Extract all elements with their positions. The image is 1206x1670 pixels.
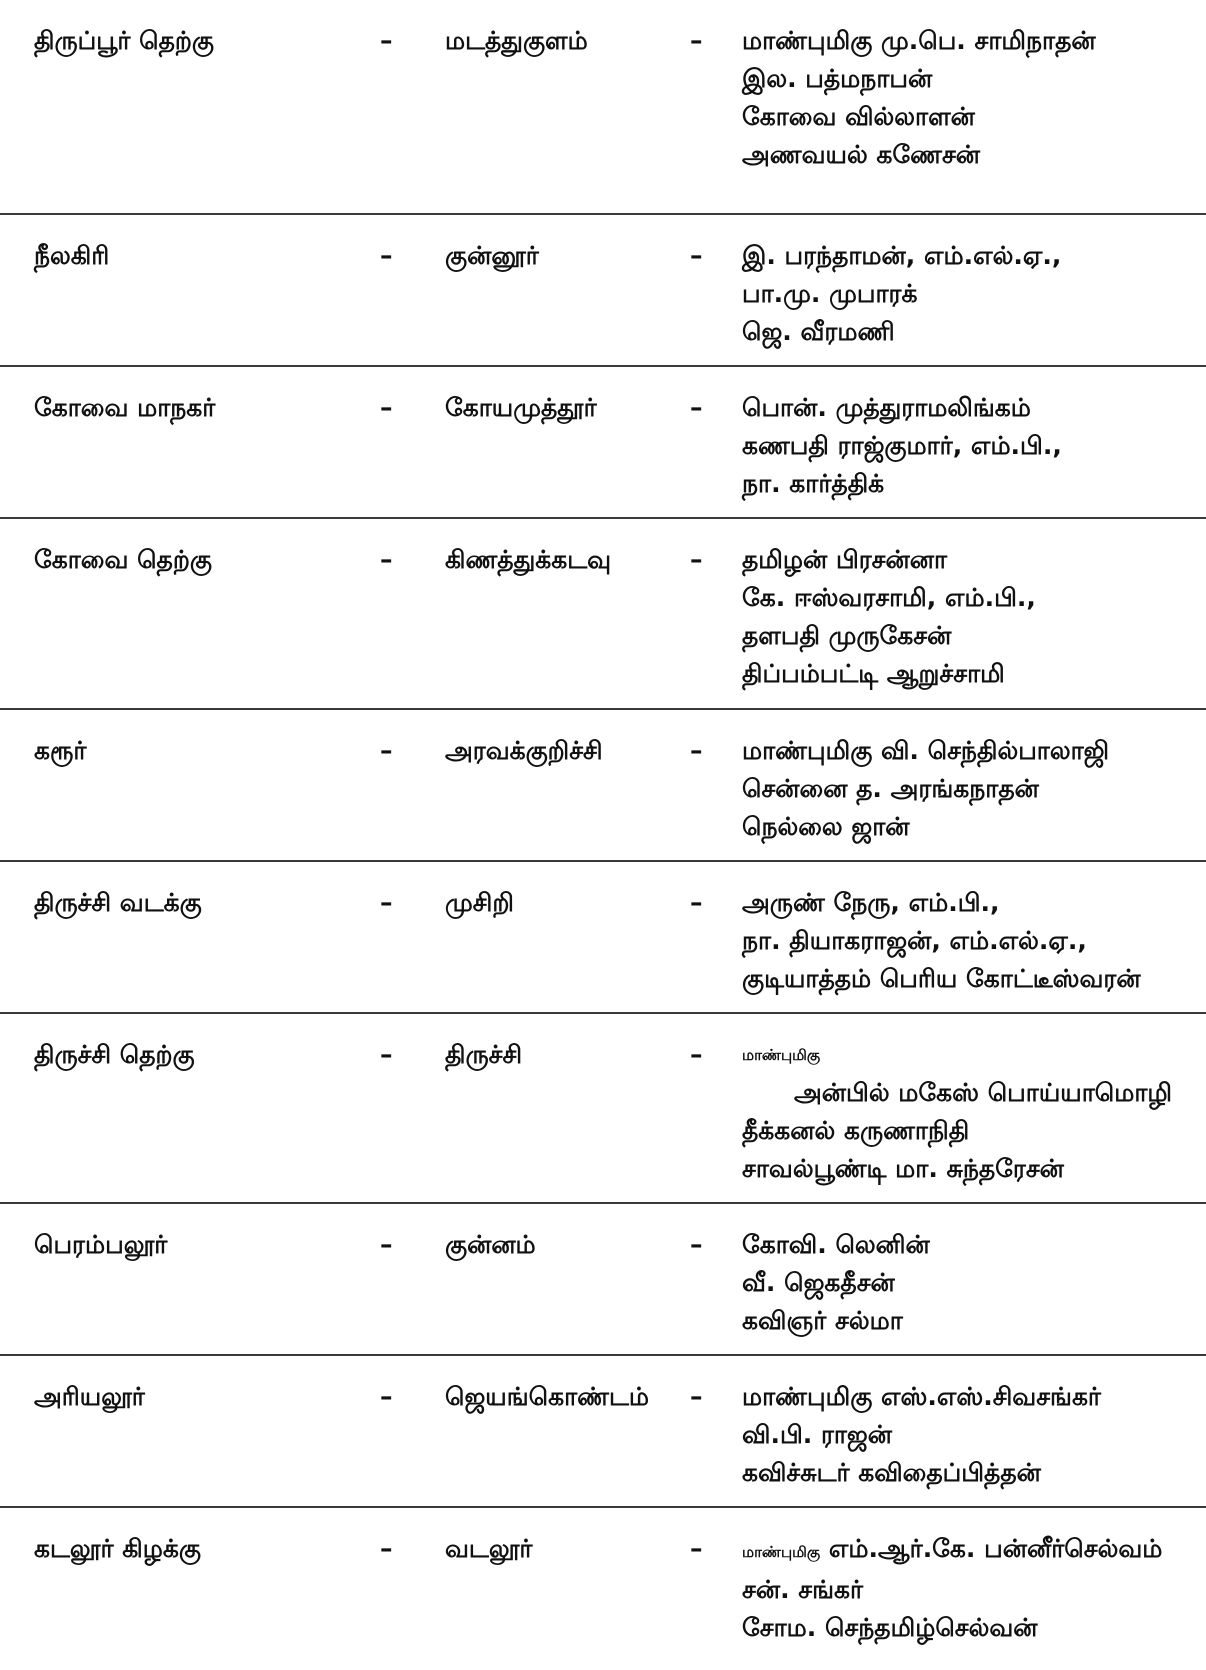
name-list (742, 541, 1036, 693)
name-list (742, 884, 1141, 998)
name-entry: மாண்புமிகு மு.பெ. சாமிநாதன் (742, 26, 1096, 55)
constituency-name: கிணத்துக்கடவு (445, 545, 612, 574)
name-entry: கவிஞர் சல்மா (742, 1306, 903, 1335)
honorific-label: மாண்புமிகு (742, 1543, 821, 1561)
name-entry: அணவயல் கணேசன் (742, 140, 981, 169)
separator-dash: – (380, 545, 393, 574)
separator-dash: – (690, 1230, 703, 1259)
name-entry: அருண் நேரு, எம்.பி., (742, 888, 1000, 917)
name-entry (742, 1530, 1162, 1571)
name-list (742, 237, 1061, 351)
name-entry: அன்பில் மகேஸ் பொய்யாமொழி (794, 1078, 1173, 1107)
separator-dash: – (380, 1040, 393, 1069)
separator-dash: – (380, 888, 393, 917)
separator-dash: – (380, 1230, 393, 1259)
name-entry: பா.மு. முபாரக் (742, 279, 918, 308)
name-entry: வீ. ஜெகதீசன் (742, 1268, 895, 1297)
name-list (742, 1530, 1162, 1647)
name-list (742, 22, 1096, 174)
separator-dash: – (690, 241, 703, 270)
table-row (0, 710, 1206, 862)
name-entry: பொன். முத்துராமலிங்கம் (742, 393, 1031, 422)
separator-dash: – (690, 545, 703, 574)
district-name: கோவை தெற்கு (34, 545, 212, 574)
name-list (742, 732, 1109, 846)
table-row (0, 0, 1206, 215)
separator-dash: – (690, 888, 703, 917)
district-name: கோவை மாநகர் (34, 393, 216, 422)
table-row (0, 862, 1206, 1014)
district-name: திருப்பூர் தெற்கு (34, 26, 214, 55)
name-entry: கோவை வில்லாளன் (742, 102, 975, 131)
constituency-name: கோயமுத்தூர் (445, 393, 597, 422)
name-entry: சென்னை த. அரங்கநாதன் (742, 774, 1039, 803)
name-entry: தளபதி முருகேசன் (742, 621, 952, 650)
name-entry: குடியாத்தம் பெரிய கோட்டீஸ்வரன் (742, 964, 1141, 993)
name-list (742, 1378, 1101, 1492)
separator-dash: – (380, 393, 393, 422)
name-entry: நா. கார்த்திக் (742, 469, 885, 498)
district-name: கரூர் (34, 736, 87, 765)
table-row (0, 215, 1206, 367)
name-entry: சோம. செந்தமிழ்செல்வன் (742, 1613, 1038, 1642)
name-entry: தமிழன் பிரசன்னா (742, 545, 948, 574)
constituency-name: வடலூர் (445, 1534, 533, 1563)
district-name: திருச்சி வடக்கு (34, 888, 202, 917)
honorific-label: மாண்புமிகு (742, 1046, 821, 1064)
name-entry: கோவி. லெனின் (742, 1230, 930, 1259)
table-row (0, 1508, 1206, 1668)
separator-dash: – (690, 1040, 703, 1069)
district-name: அரியலூர் (34, 1382, 145, 1411)
name-entry: கணபதி ராஜ்குமார், எம்.பி., (742, 431, 1062, 460)
constituency-name: திருச்சி (445, 1040, 523, 1069)
name-entry: மாண்புமிகு எஸ்.எஸ்.சிவசங்கர் (742, 1382, 1101, 1411)
constituency-name: அரவக்குறிச்சி (445, 736, 603, 765)
separator-dash: – (690, 26, 703, 55)
name-entry: சாவல்பூண்டி மா. சுந்தரேசன் (742, 1154, 1064, 1183)
name-entry: திப்பம்பட்டி ஆறுச்சாமி (742, 659, 1005, 688)
name-entry: இல. பத்மநாபன் (742, 64, 933, 93)
name-entry: கே. ஈஸ்வரசாமி, எம்.பி., (742, 583, 1036, 612)
constituency-name: குன்னூர் (445, 241, 539, 270)
separator-dash: – (690, 1534, 703, 1563)
name-entry: ஜெ. வீரமணி (742, 317, 895, 346)
district-name: கடலூர் கிழக்கு (34, 1534, 201, 1563)
constituency-name: ஜெயங்கொண்டம் (445, 1382, 649, 1411)
separator-dash: – (380, 241, 393, 270)
separator-dash: – (380, 1382, 393, 1411)
name-list (742, 1036, 1172, 1188)
separator-dash: – (690, 1382, 703, 1411)
table-row (0, 519, 1206, 710)
name-entry: இ. பரந்தாமன், எம்.எல்.ஏ., (742, 241, 1062, 270)
separator-dash: – (380, 736, 393, 765)
table-row (0, 1204, 1206, 1356)
name-entry: சன். சங்கர் (742, 1575, 864, 1604)
table-row (0, 367, 1206, 519)
separator-dash: – (690, 393, 703, 422)
name-entry: வி.பி. ராஜன் (742, 1420, 893, 1449)
separator-dash: – (380, 1534, 393, 1563)
district-name: திருச்சி தெற்கு (34, 1040, 195, 1069)
table-row (0, 1014, 1206, 1204)
name-entry: மாண்புமிகு வி. செந்தில்பாலாஜி (742, 736, 1110, 765)
name-list (742, 389, 1062, 503)
name-entry: நா. தியாகராஜன், எம்.எல்.ஏ., (742, 926, 1087, 955)
name-entry: நெல்லை ஜான் (742, 812, 910, 841)
table-row (0, 1356, 1206, 1508)
separator-dash: – (690, 736, 703, 765)
district-name: பெரம்பலூர் (34, 1230, 168, 1259)
name-list (742, 1226, 930, 1340)
separator-dash: – (380, 26, 393, 55)
constituency-name: குன்னம் (445, 1230, 536, 1259)
constituency-name: மடத்துகுளம் (445, 26, 588, 55)
name-entry: கவிச்சுடர் கவிதைப்பித்தன் (742, 1458, 1041, 1487)
name-text: எம்.ஆர்.கே. பன்னீர்செல்வம் (828, 1534, 1163, 1563)
name-entry: தீக்கனல் கருணாநிதி (742, 1116, 970, 1145)
district-name: நீலகிரி (34, 241, 110, 270)
constituency-name: முசிறி (445, 888, 514, 917)
